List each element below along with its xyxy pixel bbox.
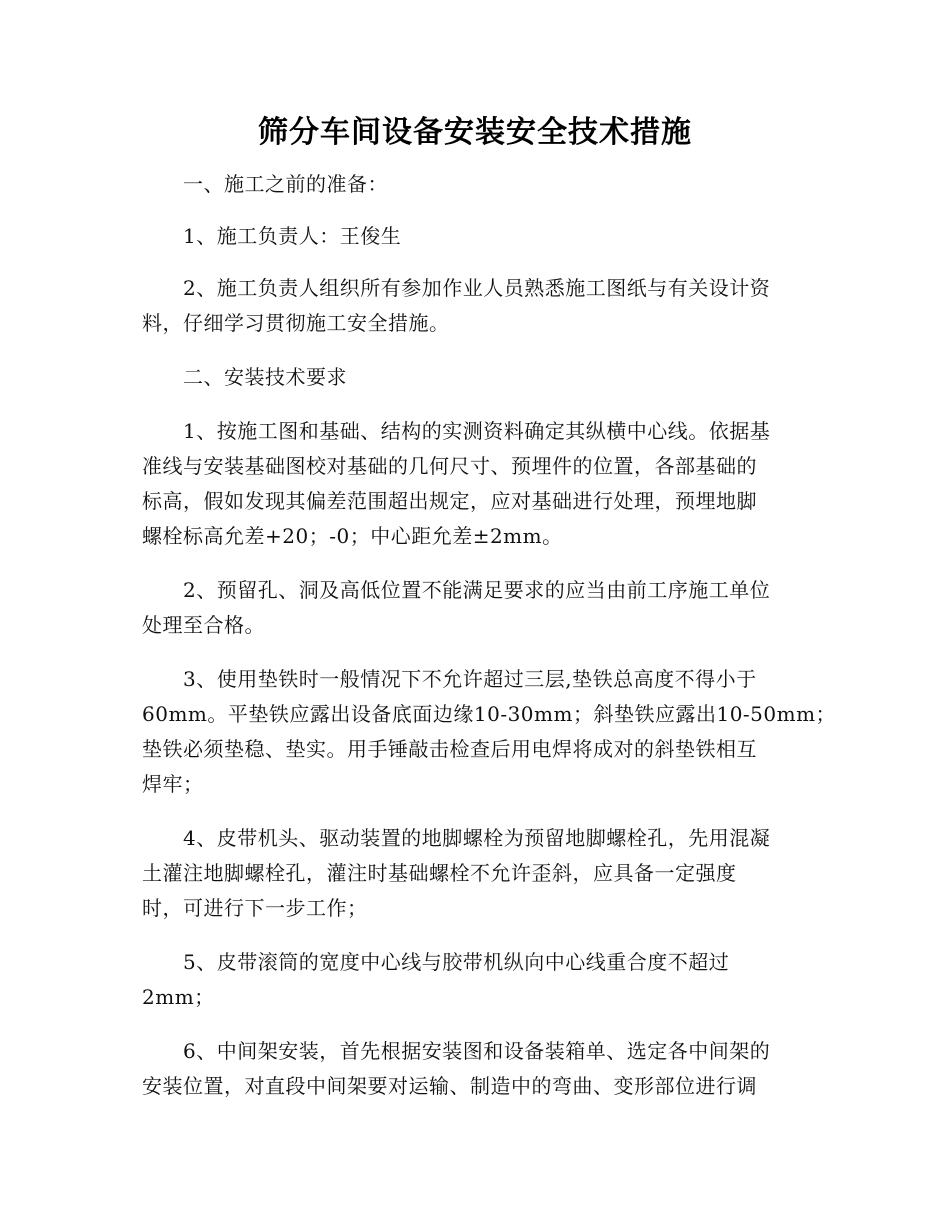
paragraph-line: 焊牢； bbox=[142, 772, 204, 796]
paragraph-line: 安装位置，对直段中间架要对运输、制造中的弯曲、变形部位进行调 bbox=[142, 1074, 757, 1098]
document-title: 筛分车间设备安装安全技术措施 bbox=[258, 115, 692, 150]
paragraph-line: 标高，假如发现其偏差范围超出规定，应对基础进行处理，预埋地脚 bbox=[142, 489, 757, 513]
paragraph-line: 垫铁必须垫稳、垫实。用手锤敲击检查后用电焊将成对的斜垫铁相互 bbox=[142, 737, 757, 761]
paragraph-line: 2、预留孔、洞及高低位置不能满足要求的应当由前工序施工单位 bbox=[142, 578, 771, 602]
paragraph-line: 60mm。平垫铁应露出设备底面边缘10-30mm；斜垫铁应露出10-50mm； bbox=[142, 702, 837, 726]
paragraph-line: 3、使用垫铁时一般情况下不允许超过三层,垫铁总高度不得小于 bbox=[142, 667, 757, 691]
paragraph-line: 4、皮带机头、驱动装置的地脚螺栓为预留地脚螺栓孔，先用混凝 bbox=[142, 826, 771, 850]
paragraph-line: 1、施工负责人：王俊生 bbox=[142, 224, 402, 248]
paragraph-line: 处理至合格。 bbox=[142, 613, 265, 637]
paragraph-line: 螺栓标高允差+20；-0；中心距允差±2mm。 bbox=[142, 524, 563, 548]
paragraph-line: 准线与安装基础图校对基础的几何尺寸、预埋件的位置，各部基础的 bbox=[142, 454, 757, 478]
section-heading-requirements: 二、安装技术要求 bbox=[142, 365, 347, 389]
paragraph-line: 2、施工负责人组织所有参加作业人员熟悉施工图纸与有关设计资 bbox=[142, 276, 771, 300]
paragraph-line: 料，仔细学习贯彻施工安全措施。 bbox=[142, 311, 450, 335]
paragraph-line: 6、中间架安装，首先根据安装图和设备装箱单、选定各中间架的 bbox=[142, 1039, 771, 1063]
paragraph-line: 时，可进行下一步工作； bbox=[142, 896, 368, 920]
paragraph-line: 1、按施工图和基础、结构的实测资料确定其纵横中心线。依据基 bbox=[142, 419, 771, 443]
section-heading-preparation: 一、施工之前的准备： bbox=[142, 172, 388, 196]
paragraph-line: 5、皮带滚筒的宽度中心线与胶带机纵向中心线重合度不超过 bbox=[142, 950, 730, 974]
paragraph-line: 2mm； bbox=[142, 985, 215, 1009]
paragraph-line: 土灌注地脚螺栓孔，灌注时基础螺栓不允许歪斜，应具备一定强度 bbox=[142, 861, 737, 885]
